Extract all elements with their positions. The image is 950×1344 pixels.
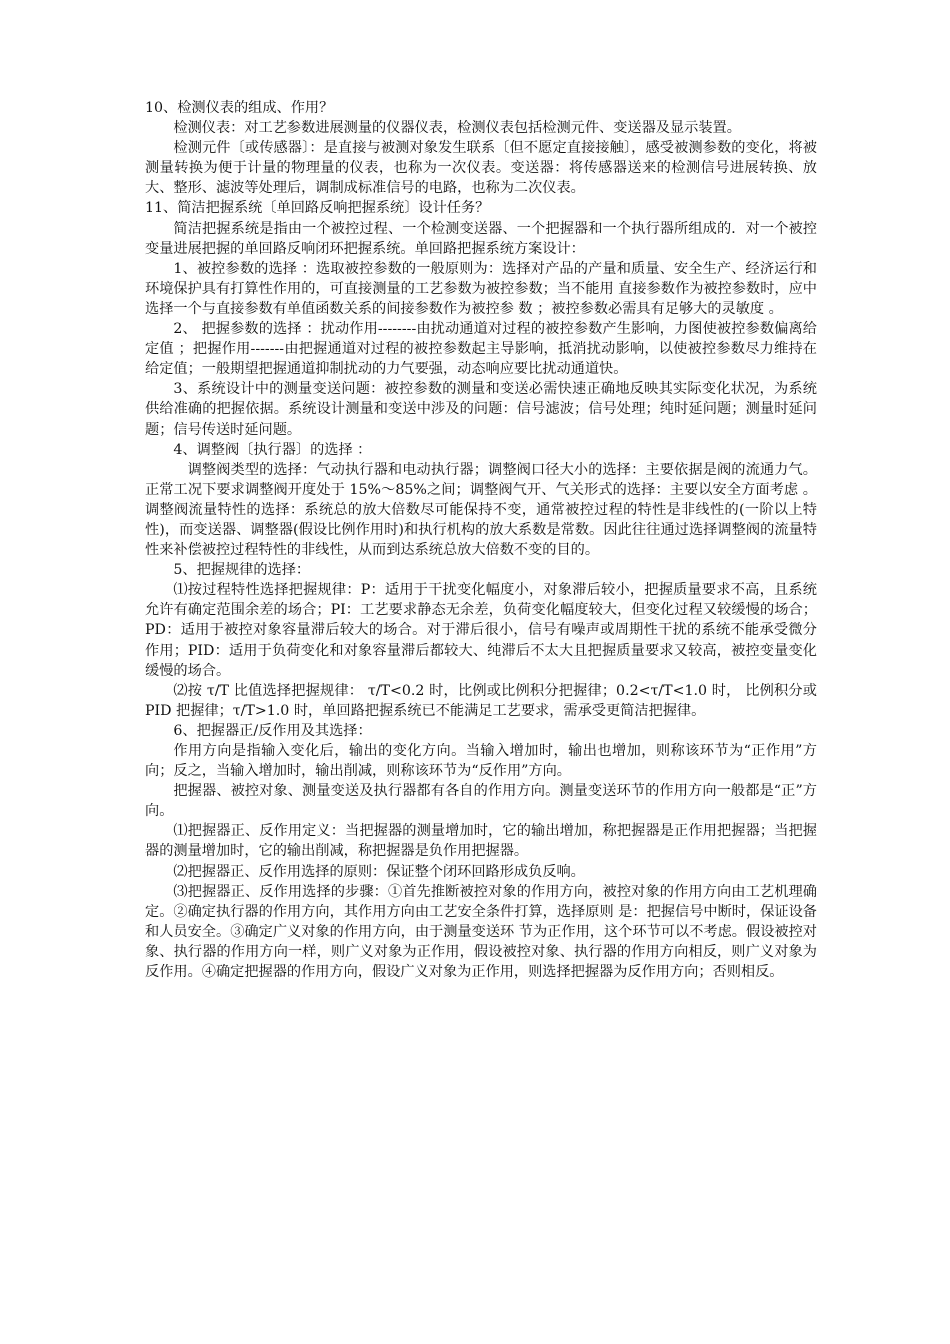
- question-10-heading: 10、检测仪表的组成、作用？: [145, 100, 334, 116]
- item-2-manipulated-parameter: 2、 把握参数的选择 ：扰动作用--------由扰动通道对过程的被控参数产生影响，力图使被控参数偏离给定值 ；把握作用-------由把握通道对过程的被控参数起主导影响，抵消扰动影响，以使被控参数尽力维持在给定值；一般期望把握通道抑制扰动的力气要强，动态响应要比扰动通道快。: [145, 321, 817, 378]
- item-1-controlled-parameter: 1、被控参数的选择 ：选取被控参数的一般原则为：选择对产品的产量和质量、安全生产、经济运行和环境保护具有打算性作用的，可直接测量的工艺参数为被控参数；当不能用 直接参数作为被控参数时，应中选择一个与直接参数有单值函数关系的间接参数作为被控参 数 ；被控参数必需具有足够大的灵敏度 。: [145, 260, 817, 317]
- paragraph-control-valve-selection: 调整阀类型的选择：气动执行器和电动执行器；调整阀口径大小的选择：主要依据是阀的流通力气。正常工况下要求调整阀开度处于 15%～85%之间；调整阀气开、气关形式的选择：主要以安全方面考虑 。调整阀流量特性的选择：系统总的放大倍数尽可能保持不变，通常被控过程的特性是非线性的(一阶以上特性)，而变送器、调整器(假设比例作用时)和执行机构的放大系数是常数。因此往往通过选择调整阀的流量特性来补偿被控过程特性的非线性，从而到达系统总放大倍数不变的目的。: [145, 461, 817, 559]
- item-6-direction-heading: 6、把握器正/反作用及其选择：: [173, 722, 372, 739]
- paragraph-control-law-by-process: ⑴按过程特性选择把握规律：P：适用于干扰变化幅度小，对象滞后较小，把握质量要求不高，且系统允许有确定范围余差的场合；PI：工艺要求静态无余差，负荷变化幅度较大，但变化过程又较缓慢的场合；PD：适用于被控对象容量滞后较大的场合。对于滞后很小，信号有噪声或周期性干扰的系统不能承受微分作用；PID：适用于负荷变化和对象容量滞后都较大、纯滞后不太大且把握质量要求又较高，被控变量变化缓慢的场合。: [145, 582, 817, 679]
- item-4-control-valve-heading: 4、调整阀〔执行器〕的选择 ：: [173, 441, 372, 458]
- paragraph-direction-steps: ⑶把握器正、反作用选择的步骤：①首先推断被控对象的作用方向，被控对象的作用方向由工艺机理确定。②确定执行器的作用方向，其作用方向由工艺安全条件打算，选择原则 是：把握信号中断时，保证设备和人员安全。③确定广义对象的作用方向，由于测量变送环 节为正作用，这个环节可以不考虑。假设被控对象、执行器的作用方向一样，则广义对象为正作用，假设被控对象、执行器的作用方向相反，则广义对象为反作用。④确定把握器的作用方向，假设广义对象为正作用，则选择把握器为反作用方向；否则相反。: [145, 883, 817, 981]
- paragraph-direction-principle: ⑵把握器正、反作用选择的原则：保证整个闭环回路形成负反响。: [173, 863, 585, 880]
- document-body: [145, 98, 817, 982]
- paragraph-action-direction: 作用方向是指输入变化后，输出的变化方向。当输入增加时，输出也增加，则称该环节为“正作用”方向；反之，当输入增加时，输出削减，则称该环节为“反作用”方向。: [145, 743, 817, 780]
- paragraph-simple-control-system: 简洁把握系统是指由一个被控过程、一个检测变送器、一个把握器和一个执行器所组成的．对一个被控变量进展把握的单回路反响闭环把握系统。单回路把握系统方案设计：: [145, 220, 817, 257]
- paragraph-instrument-definition: 检测仪表：对工艺参数进展测量的仪器仪表，检测仪表包括检测元件、变送器及显示装置。: [173, 120, 741, 137]
- paragraph-component-directions: 把握器、被控对象、测量变送及执行器都有各自的作用方向。测量变送环节的作用方向一般都是“正”方向。: [145, 783, 817, 820]
- paragraph-direction-definition: ⑴把握器正、反作用定义：当把握器的测量增加时，它的输出增加，称把握器是正作用把握器；当把握器的测量增加时，它的输出削减，称把握器是负作用把握器。: [145, 823, 817, 860]
- paragraph-sensing-element: 检测元件〔或传感器〕：是直接与被测对象发生联系〔但不愿定直接接触〕，感受被测参数的变化，将被测量转换为便于计量的物理量的仪表，也称为一次仪表。变送器：将传感器送来的检测信号进展转换、放大、整形、滤波等处理后，调制成标准信号的电路，也称为二次仪表。: [145, 140, 817, 197]
- paragraph-control-law-by-ratio: ⑵按 τ/T 比值选择把握规律： τ/T<0.2 时，比例或比例积分把握律；0.2<τ/T<1.0 时， 比例积分或 PID 把握律；τ/T>1.0 时，单回路把握系统已不能满足工艺要求，需承受更简洁把握律。: [145, 682, 817, 719]
- item-5-control-law-heading: 5、把握规律的选择：: [173, 562, 311, 579]
- item-3-measurement-transmission: 3、系统设计中的测量变送问题：被控参数的测量和变送必需快速正确地反映其实际变化状况，为系统供给准确的把握依据。系统设计测量和变送中涉及的问题：信号滤波；信号处理；纯时延问题；测量时延问题；信号传送时延问题。: [145, 381, 817, 438]
- question-11-heading: 11、简洁把握系统〔单回路反响把握系统〕设计任务？: [145, 200, 490, 217]
